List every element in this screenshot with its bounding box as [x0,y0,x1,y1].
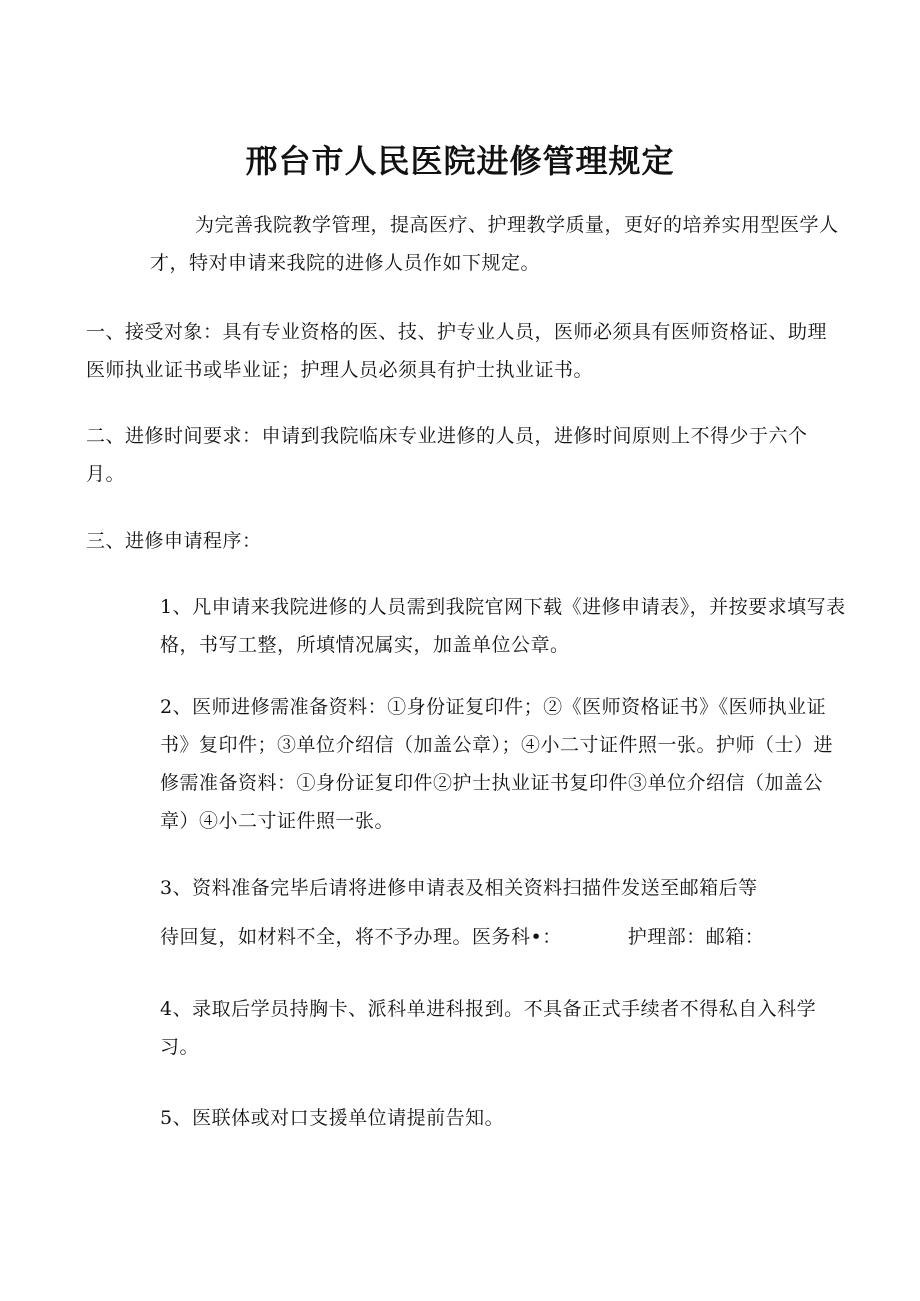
procedure-item-2: 2、医师进修需准备资料：①身份证复印件；②《医师资格证书》《医师执业证书》复印件；③单位介绍信（加盖公章）；④小二寸证件照一张。护师（士）进修需准备资料：①身份证复印件②护士执业证书复印件③单位介绍信（加盖公章）④小二寸证件照一张。 [160,696,834,832]
procedure-item-3-line-1: 3、资料准备完毕后请将进修申请表及相关资料扫描件发送至邮箱后等 [160,877,758,899]
section-admission-targets: 一、接受对象：具有专业资格的医、技、护专业人员，医师必须具有医师资格证、助理医师执业证书或毕业证；护理人员必须具有护士执业证书。 [86,321,828,381]
procedure-item-4: 4、录取后学员持胸卡、派科单进科报到。不具备正式手续者不得私自入科学习。 [160,998,817,1058]
procedure-item-1: 1、凡申请来我院进修的人员需到我院官网下载《进修申请表》，并按要求填写表格，书写工整，所填情况属实，加盖单位公章。 [160,596,846,656]
nursing-dept-contact-text: 护理部：邮箱： [627,926,765,948]
intro-paragraph: 为完善我院教学管理，提高医疗、护理教学质量，更好的培养实用型医学人才，特对申请来我院的进修人员作如下规定。 [150,214,839,274]
section-application-procedure-heading: 三、进修申请程序： [86,530,262,552]
procedure-item-5: 5、医联体或对口支援单位请提前告知。 [160,1107,505,1129]
procedure-item-3-line-2 [160,918,850,956]
medical-dept-contact-text: 待回复，如材料不全，将不予办理。医务科•： [160,926,562,948]
section-duration-requirement: 二、进修时间要求：申请到我院临床专业进修的人员，进修时间原则上不得少于六个月。 [86,425,808,485]
document-title: 邢台市人民医院进修管理规定 [245,142,675,180]
